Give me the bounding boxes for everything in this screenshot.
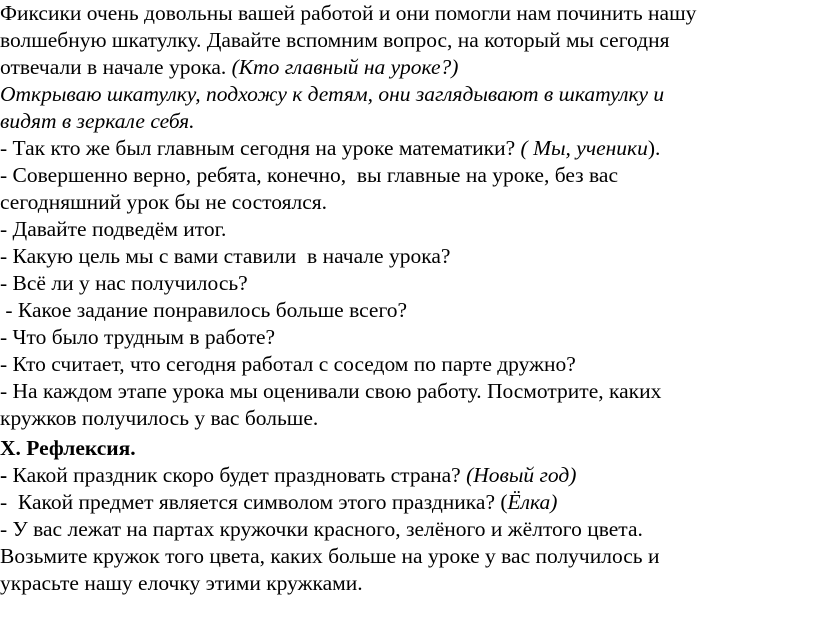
text-line: - Что было трудным в работе? [0,325,276,349]
text-line: - Какое задание понравилось больше всего? [0,298,408,322]
text-line: - Совершенно верно, ребята, конечно, вы главные на уроке, без вас [0,163,618,187]
text-line: украсьте нашу елочку этими кружками. [0,571,363,595]
text-line: - Какую цель мы с вами ставили в начале урока? [0,244,451,268]
text-line: - У вас лежат на партах кружочки красного, зелёного и жёлтого цвета. [0,517,643,541]
section-heading: X. Рефлексия. [0,436,136,460]
text-line: - Давайте подведём итог. [0,217,227,241]
text-line: Возьмите кружок того цвета, каких больше на уроке у вас получилось и [0,544,660,568]
text-line: - Какой праздник скоро будет праздновать страна? (Новый год) [0,463,577,487]
text-line: - Какой предмет является символом этого праздника? (Ёлка) [0,490,558,514]
text-line: сегодняшний урок бы не состоялся. [0,190,328,214]
text-line: - Кто считает, что сегодня работал с соседом по парте дружно? [0,352,576,376]
text-line: - На каждом этапе урока мы оценивали свою работу. Посмотрите, каких [0,379,662,403]
italic-line: Открываю шкатулку, подхожу к детям, они заглядывают в шкатулку и [0,82,665,106]
text-line: кружков получилось у вас больше. [0,406,319,430]
text-line: - Так кто же был главным сегодня на уроке математики? ( Мы, ученики). [0,136,661,160]
text-line: Фиксики очень довольны вашей работой и они помогли нам починить нашу [0,1,697,25]
text-line: волшебную шкатулку. Давайте вспомним вопрос, на который мы сегодня [0,28,670,52]
text-line: - Всё ли у нас получилось? [0,271,248,295]
text-line: отвечали в начале урока. (Кто главный на уроке?) [0,55,459,79]
italic-line: видят в зеркале себя. [0,109,195,133]
